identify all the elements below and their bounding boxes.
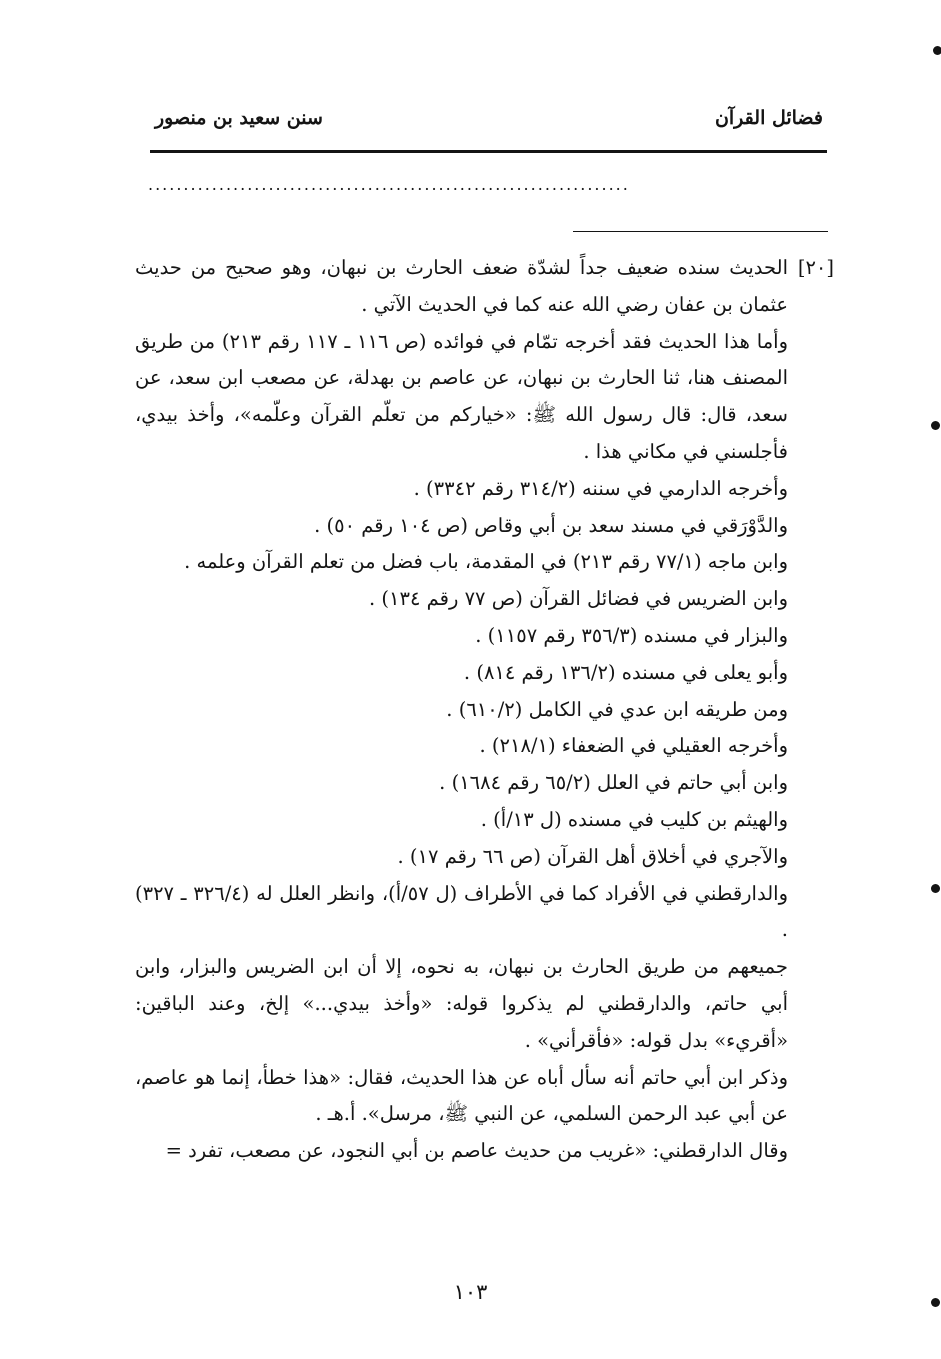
paragraph: وذكر ابن أبي حاتم أنه سأل أباه عن هذا الحديث، فقال: «هذا خطأ، إنما هو عاصم، عن أبي عبد الرحمن السلمي، عن النبي ﷺ، مرسل». أ.هـ .: [135, 1065, 788, 1126]
footnote-first-paragraph-text: الحديث سنده ضعيف جداً لشدّة ضعف الحارث بن نبهان، وهو صحيح من حديث عثمان بن عفان رضي الله عنه كما في الحديث الآتي .: [135, 256, 788, 316]
dotted-separator: ....................................................................: [148, 178, 630, 192]
paragraph: وابن أبي حاتم في العلل (٦٥/٢ رقم ١٦٨٤) .: [439, 771, 788, 795]
page-number: ١٠٣: [453, 1280, 488, 1304]
paragraph: وابن الضريس في فضائل القرآن (ص ٧٧ رقم ١٣٤) .: [369, 587, 788, 611]
scan-edge-mark: [931, 421, 940, 430]
paragraph: والدَّوْرَقي في مسند سعد بن أبي وقاص (ص ١٠٤ رقم ٥٠) .: [314, 513, 788, 537]
paragraph: وأبو يعلى في مسنده (١٣٦/٢ رقم ٨١٤) .: [463, 660, 788, 684]
paragraph: والبزار في مسنده (٣٥٦/٣ رقم ١١٥٧) .: [475, 623, 788, 647]
scan-edge-mark: [933, 46, 941, 55]
header-rule: [150, 150, 827, 153]
running-header-collection-title: سنن سعيد بن منصور: [155, 107, 323, 129]
running-header-book-title: فضائل القرآن: [714, 107, 823, 129]
paragraph: وأما هذا الحديث فقد أخرجه تمّام في فوائده (ص ١١٦ ـ ١١٧ رقم ٢١٣) من طريق المصنف هنا، ثنا الحارث بن نبهان، عن عاصم بن بهدلة، عن مصعب ابن سعد، عن سعد، قال: قال رسول الله ﷺ: «خياركم من تعلّم القرآن وعلّمه»، وأخذ بيدي، فأجلسني في مكاني هذا .: [135, 329, 788, 463]
paragraph: وأخرجه العقيلي في الضعفاء (٢١٨/١) .: [479, 734, 788, 758]
paragraph: والدارقطني في الأفراد كما في الأطراف (ل ٥٧/أ)، وانظر العلل له (٣٢٦/٤ ـ ٣٢٧) .: [135, 881, 788, 942]
paragraph: والهيثم بن كليب في مسنده (ل ١٣/أ) .: [480, 807, 788, 831]
paragraph: والآجري في أخلاق أهل القرآن (ص ٦٦ رقم ١٧) .: [397, 844, 788, 868]
paragraph: جميعهم من طريق الحارث بن نبهان، به نحوه، إلا أن ابن الضريس والبزار، وابن أبي حاتم، والدارقطني لم يذكروا قوله: «وأخذ بيدي...» إلخ، وعند الباقين: «أقريء» بدل قوله: «فأقرأني» .: [135, 955, 788, 1052]
paragraph: وأخرجه الدارمي في سننه (٣١٤/٢ رقم ٣٣٤٢) .: [413, 476, 788, 500]
scan-edge-mark: [931, 1298, 940, 1307]
footnote-text: [135, 250, 834, 1170]
footnote-first-paragraph: [135, 250, 834, 324]
footnote-number: [٢٠]: [797, 256, 834, 279]
scan-edge-mark: [931, 884, 940, 893]
footnote-separator-rule: [573, 231, 828, 232]
paragraph: ومن طريقه ابن عدي في الكامل (٦١٠/٢) .: [446, 697, 788, 721]
paragraph: وقال الدارقطني: «غريب من حديث عاصم بن أبي النجود، عن مصعب، تفرد =: [165, 1139, 788, 1163]
paragraph: وابن ماجه (٧٧/١ رقم ٢١٣) في المقدمة، باب فضل من تعلم القرآن وعلمه .: [184, 550, 788, 574]
